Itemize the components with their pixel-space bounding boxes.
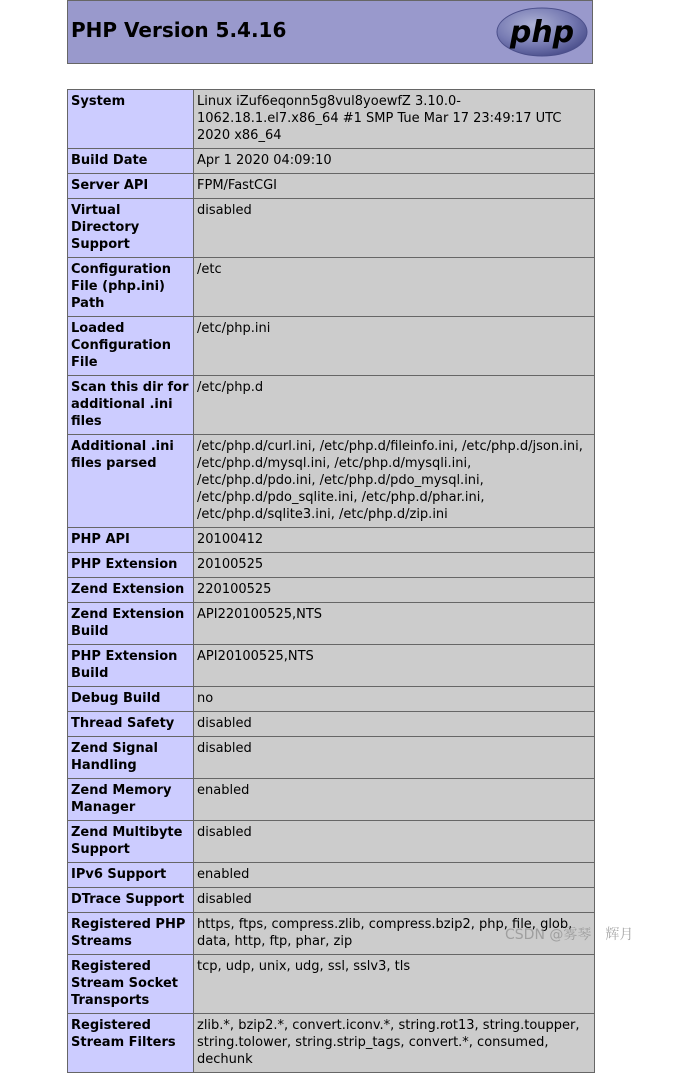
row-value: disabled <box>194 888 595 913</box>
row-label: Zend Memory Manager <box>68 779 194 821</box>
table-row <box>68 258 595 317</box>
php-logo-text: php <box>509 15 575 50</box>
phpinfo-header <box>67 0 593 64</box>
row-label: Zend Multibyte Support <box>68 821 194 863</box>
row-label: Scan this dir for additional .ini files <box>68 376 194 435</box>
row-label: Additional .ini files parsed <box>68 435 194 528</box>
row-label: DTrace Support <box>68 888 194 913</box>
row-value: disabled <box>194 821 595 863</box>
row-value: no <box>194 687 595 712</box>
row-label: Zend Extension Build <box>68 603 194 645</box>
table-row <box>68 199 595 258</box>
row-label: Loaded Configuration File <box>68 317 194 376</box>
row-label: Registered Stream Filters <box>68 1014 194 1073</box>
table-row <box>68 645 595 687</box>
table-row <box>68 955 595 1014</box>
row-label: System <box>68 90 194 149</box>
row-value: Linux iZuf6eqonn5g8vul8yoewfZ 3.10.0-1062.18.1.el7.x86_64 #1 SMP Tue Mar 17 23:49:17 UTC 2020 x86_64 <box>194 90 595 149</box>
table-row <box>68 376 595 435</box>
row-value: disabled <box>194 737 595 779</box>
table-row <box>68 779 595 821</box>
row-value: https, ftps, compress.zlib, compress.bzip2, php, file, glob, data, http, ftp, phar, zip <box>194 913 595 955</box>
row-value: disabled <box>194 712 595 737</box>
table-row <box>68 578 595 603</box>
table-row <box>68 821 595 863</box>
table-row <box>68 1014 595 1073</box>
page-title: PHP Version 5.4.16 <box>71 18 287 42</box>
row-label: Configuration File (php.ini) Path <box>68 258 194 317</box>
table-row <box>68 553 595 578</box>
table-row <box>68 863 595 888</box>
row-value: enabled <box>194 779 595 821</box>
row-label: PHP Extension <box>68 553 194 578</box>
table-row <box>68 737 595 779</box>
table-row <box>68 687 595 712</box>
row-value: Apr 1 2020 04:09:10 <box>194 149 595 174</box>
table-row <box>68 712 595 737</box>
row-label: Server API <box>68 174 194 199</box>
table-row <box>68 435 595 528</box>
table-row <box>68 149 595 174</box>
table-row <box>68 174 595 199</box>
row-label: Zend Signal Handling <box>68 737 194 779</box>
row-label: Virtual Directory Support <box>68 199 194 258</box>
watermark: CSDN @雾琴 辉月 <box>505 927 634 943</box>
row-value: /etc <box>194 258 595 317</box>
row-value: API20100525,NTS <box>194 645 595 687</box>
row-value: enabled <box>194 863 595 888</box>
row-value: /etc/php.ini <box>194 317 595 376</box>
row-label: IPv6 Support <box>68 863 194 888</box>
row-value: tcp, udp, unix, udg, ssl, sslv3, tls <box>194 955 595 1014</box>
row-value: /etc/php.d <box>194 376 595 435</box>
table-row <box>68 528 595 553</box>
row-label: Registered Stream Socket Transports <box>68 955 194 1014</box>
row-value: 20100412 <box>194 528 595 553</box>
row-value: FPM/FastCGI <box>194 174 595 199</box>
row-label: Thread Safety <box>68 712 194 737</box>
table-row <box>68 888 595 913</box>
row-value: API220100525,NTS <box>194 603 595 645</box>
row-label: Build Date <box>68 149 194 174</box>
row-label: PHP Extension Build <box>68 645 194 687</box>
row-label: PHP API <box>68 528 194 553</box>
php-logo-icon[interactable] <box>496 7 588 57</box>
row-value: 20100525 <box>194 553 595 578</box>
row-label: Debug Build <box>68 687 194 712</box>
row-value: disabled <box>194 199 595 258</box>
table-row <box>68 90 595 149</box>
row-value: /etc/php.d/curl.ini, /etc/php.d/fileinfo.ini, /etc/php.d/json.ini, /etc/php.d/mysql.ini, /etc/php.d/mysqli.ini, /etc/php.d/pdo.ini, /etc/php.d/pdo_mysql.ini, /etc/php.d/pdo_sqlite.ini, /etc/php.d/phar.ini, /etc/php.d/sqlite3.ini, /etc/php.d/zip.ini <box>194 435 595 528</box>
table-row <box>68 317 595 376</box>
table-row <box>68 603 595 645</box>
row-value: zlib.*, bzip2.*, convert.iconv.*, string.rot13, string.toupper, string.tolower, string.strip_tags, convert.*, consumed, dechunk <box>194 1014 595 1073</box>
row-label: Registered PHP Streams <box>68 913 194 955</box>
row-label: Zend Extension <box>68 578 194 603</box>
row-value: 220100525 <box>194 578 595 603</box>
